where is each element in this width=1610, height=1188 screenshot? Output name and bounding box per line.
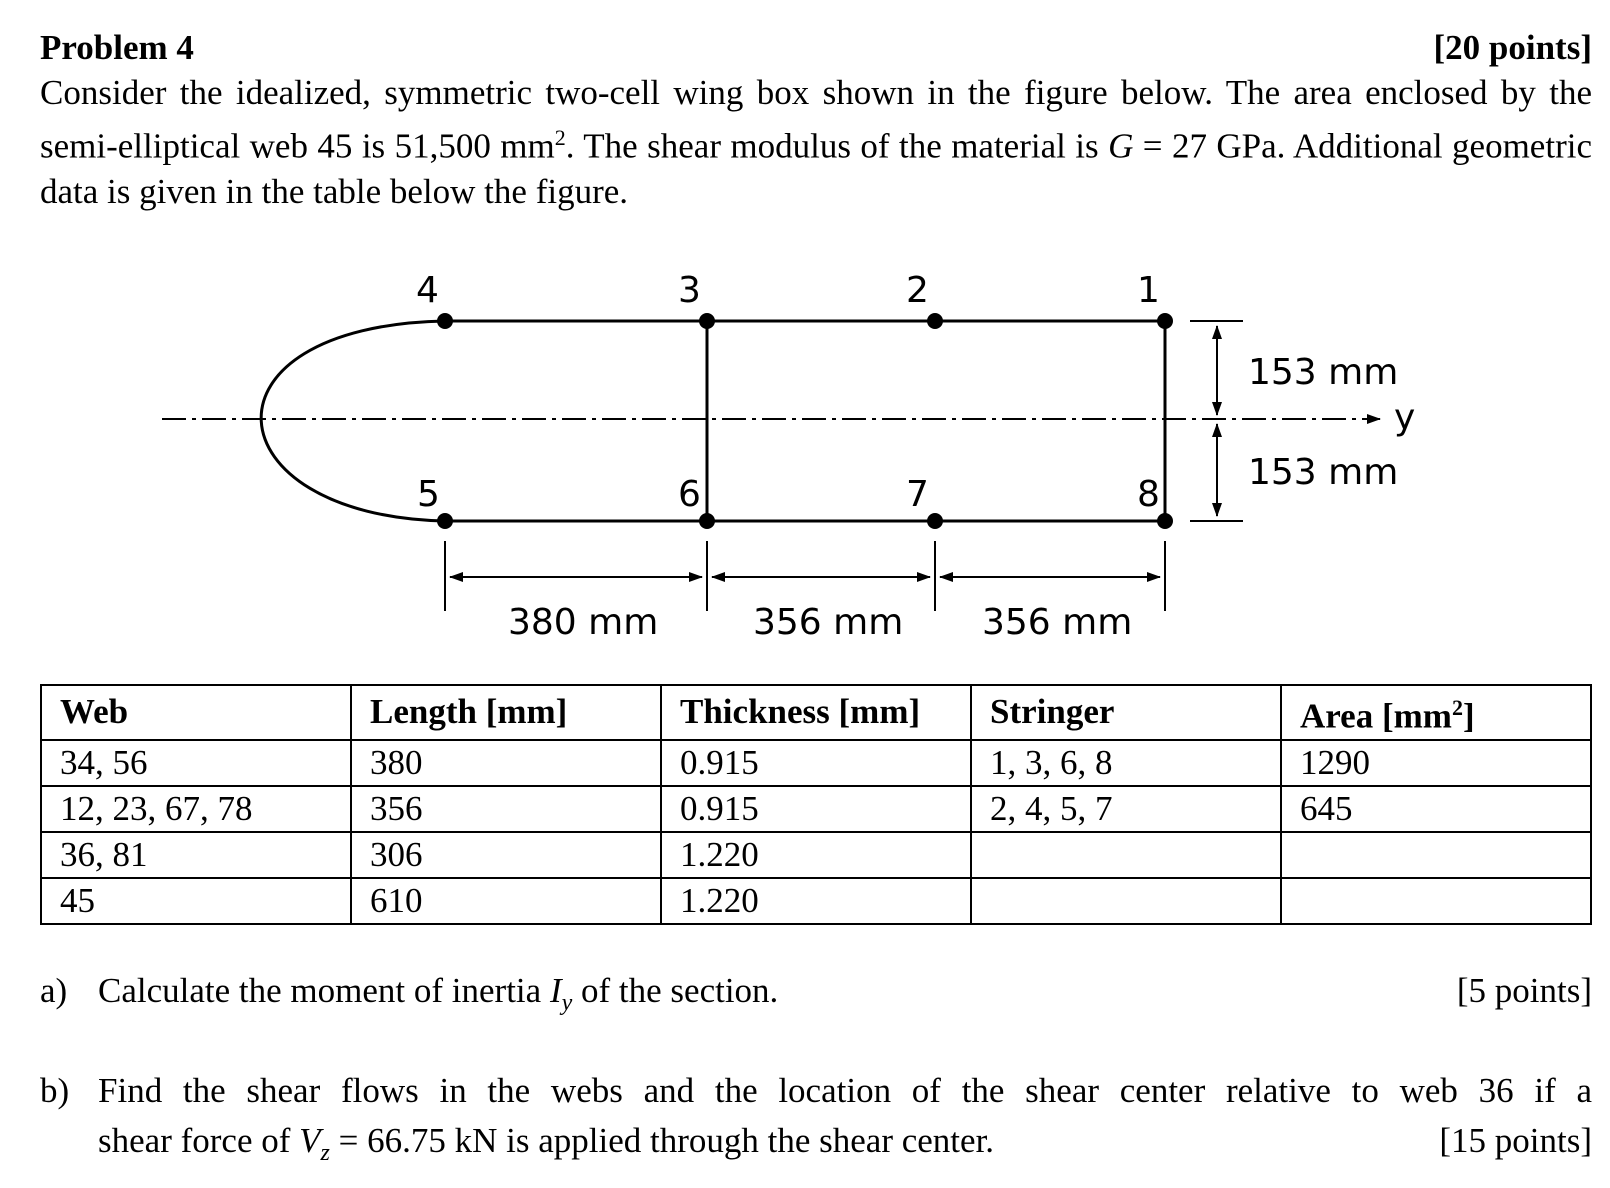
wing-box-figure	[40, 266, 1592, 666]
geometry-table	[40, 684, 1592, 925]
question-b-text-2: shear force of	[98, 1121, 300, 1160]
problem-points: [20 points]	[1433, 28, 1592, 67]
question-b-line-2-text	[98, 1116, 994, 1178]
question-a	[40, 966, 1592, 1028]
table-cell: 1290	[1281, 740, 1591, 786]
question-a-text-2: of the section.	[572, 971, 779, 1010]
question-a-text-1: Calculate the moment of inertia	[98, 971, 550, 1010]
table-cell	[1281, 832, 1591, 878]
intro-superscript: 2	[554, 125, 566, 150]
node-label-4: 4	[416, 270, 439, 311]
header-area-close: ]	[1462, 696, 1475, 736]
question-b-text-3: = 66.75 kN is applied through the shear center.	[329, 1121, 995, 1160]
dim-label-lower: 153 mm	[1248, 452, 1399, 493]
table-cell	[971, 878, 1281, 924]
node-label-5: 5	[417, 474, 440, 515]
stringer-2	[927, 313, 943, 329]
intro-G-symbol: G	[1108, 126, 1134, 166]
symbol-I: I	[549, 971, 562, 1010]
problem-header	[40, 26, 1592, 70]
question-b	[40, 1066, 1592, 1178]
table-cell: 45	[41, 878, 351, 924]
table-cell: 2, 4, 5, 7	[971, 786, 1281, 832]
problem-page	[40, 26, 1592, 1166]
symbol-V-subscript: z	[320, 1140, 330, 1166]
header-thickness: Thickness [mm]	[661, 685, 971, 740]
dim-label-1: 380 mm	[508, 602, 659, 643]
table-cell: 0.915	[661, 740, 971, 786]
header-length: Length [mm]	[351, 685, 661, 740]
question-b-line-1: Find the shear flows in the webs and the location of the shear center relative to web 36 if a	[98, 1071, 1592, 1110]
stringer-4	[437, 313, 453, 329]
symbol-I-subscript: y	[561, 990, 573, 1016]
table-cell: 356	[351, 786, 661, 832]
stringer-8	[1157, 513, 1173, 529]
problem-title: Problem 4	[40, 28, 194, 67]
table-cell: 0.915	[661, 786, 971, 832]
dim-label-3: 356 mm	[982, 602, 1133, 643]
intro-text-1: Consider the idealized, symmetric two-cell wing box shown in the figure below. The area enclosed by the semi-elliptical web 45 is 51,500 mm	[40, 73, 1592, 166]
dim-label-upper: 153 mm	[1248, 352, 1399, 393]
stringer-1	[1157, 313, 1173, 329]
question-b-body	[98, 1066, 1592, 1178]
header-area-text: Area [mm	[1300, 696, 1452, 736]
table-cell: 1.220	[661, 832, 971, 878]
question-b-label: b)	[40, 1071, 70, 1110]
stringer-3	[699, 313, 715, 329]
header-web: Web	[41, 685, 351, 740]
problem-intro	[40, 70, 1592, 214]
question-b-points: [15 points]	[1439, 1121, 1592, 1160]
stringer-5	[437, 513, 453, 529]
stringer-7	[927, 513, 943, 529]
intro-text-3: = 27 GPa. Additional geometric data is given in the table below the figure.	[40, 126, 1592, 211]
node-label-2: 2	[906, 270, 929, 311]
node-label-8: 8	[1137, 474, 1160, 515]
table-header-row	[41, 685, 1591, 740]
table-cell	[1281, 878, 1591, 924]
stringer-6	[699, 513, 715, 529]
question-b-line-2	[98, 1116, 1592, 1178]
intro-text-2: . The shear modulus of the material is	[565, 126, 1109, 166]
table-cell: 645	[1281, 786, 1591, 832]
table-row	[41, 786, 1591, 832]
header-area-sup: 2	[1451, 695, 1463, 720]
table-cell: 1, 3, 6, 8	[971, 740, 1281, 786]
dim-label-2: 356 mm	[753, 602, 904, 643]
table-row	[41, 878, 1591, 924]
node-label-3: 3	[678, 270, 701, 311]
question-a-label: a)	[40, 971, 68, 1010]
node-label-7: 7	[906, 474, 929, 515]
table-cell	[971, 832, 1281, 878]
question-a-body	[98, 966, 1592, 1028]
table-cell: 36, 81	[41, 832, 351, 878]
symbol-V: V	[299, 1121, 321, 1160]
table-cell: 1.220	[661, 878, 971, 924]
table-cell: 34, 56	[41, 740, 351, 786]
axis-label-y: y	[1394, 397, 1416, 438]
question-a-points: [5 points]	[1456, 971, 1592, 1010]
table-cell: 306	[351, 832, 661, 878]
table-row	[41, 740, 1591, 786]
table-cell: 380	[351, 740, 661, 786]
header-stringer: Stringer	[971, 685, 1281, 740]
table-row	[41, 832, 1591, 878]
table-cell: 610	[351, 878, 661, 924]
node-label-6: 6	[678, 474, 701, 515]
table-cell: 12, 23, 67, 78	[41, 786, 351, 832]
header-area	[1281, 685, 1591, 740]
node-label-1: 1	[1137, 270, 1160, 311]
